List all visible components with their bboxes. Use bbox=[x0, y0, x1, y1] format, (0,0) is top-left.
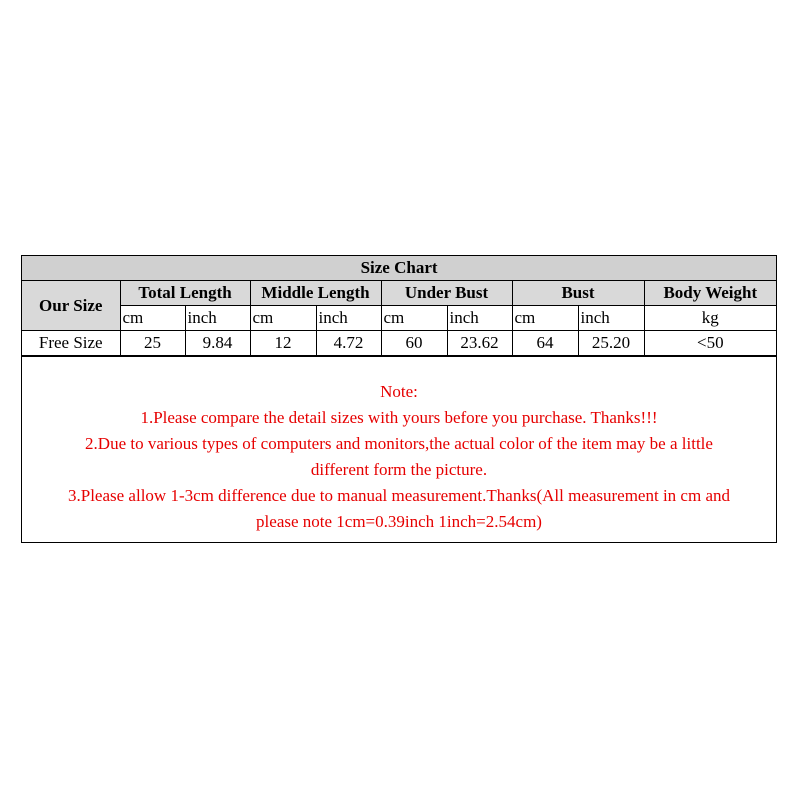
unit-cell: cm bbox=[381, 306, 447, 331]
column-header-middle-length: Middle Length bbox=[250, 281, 381, 306]
size-chart bbox=[21, 255, 777, 543]
value-cell: 25 bbox=[120, 331, 185, 356]
value-cell: 60 bbox=[381, 331, 447, 356]
note-line-3b: please note 1cm=0.39inch 1inch=2.54cm) bbox=[256, 512, 542, 531]
note-line-2a: 2.Due to various types of computers and monitors,the actual color of the item may be a little bbox=[85, 434, 713, 453]
size-table bbox=[22, 256, 776, 356]
value-cell: <50 bbox=[644, 331, 776, 356]
column-header-bust: Bust bbox=[512, 281, 644, 306]
note-heading: Note: bbox=[380, 382, 418, 401]
unit-cell: inch bbox=[447, 306, 512, 331]
value-cell: 23.62 bbox=[447, 331, 512, 356]
value-cell: 9.84 bbox=[185, 331, 250, 356]
unit-cell: inch bbox=[316, 306, 381, 331]
table-row bbox=[22, 331, 776, 356]
chart-title: Size Chart bbox=[22, 256, 776, 281]
unit-cell: cm bbox=[250, 306, 316, 331]
unit-cell: kg bbox=[644, 306, 776, 331]
unit-cell: inch bbox=[578, 306, 644, 331]
value-cell: 4.72 bbox=[316, 331, 381, 356]
note-line-3a: 3.Please allow 1-3cm difference due to manual measurement.Thanks(All measurement in cm and bbox=[68, 486, 730, 505]
value-cell: 12 bbox=[250, 331, 316, 356]
our-size-header: Our Size bbox=[22, 281, 120, 331]
unit-cell: cm bbox=[120, 306, 185, 331]
note-line-2b: different form the picture. bbox=[310, 460, 488, 479]
notes-block bbox=[22, 356, 776, 542]
column-header-total-length: Total Length bbox=[120, 281, 250, 306]
value-cell: 64 bbox=[512, 331, 578, 356]
note-line-1: 1.Please compare the detail sizes with yours before you purchase. Thanks!!! bbox=[140, 408, 658, 427]
unit-cell: cm bbox=[512, 306, 578, 331]
column-header-body-weight: Body Weight bbox=[644, 281, 776, 306]
unit-cell: inch bbox=[185, 306, 250, 331]
value-cell: 25.20 bbox=[578, 331, 644, 356]
size-cell: Free Size bbox=[22, 331, 120, 356]
column-header-under-bust: Under Bust bbox=[381, 281, 512, 306]
